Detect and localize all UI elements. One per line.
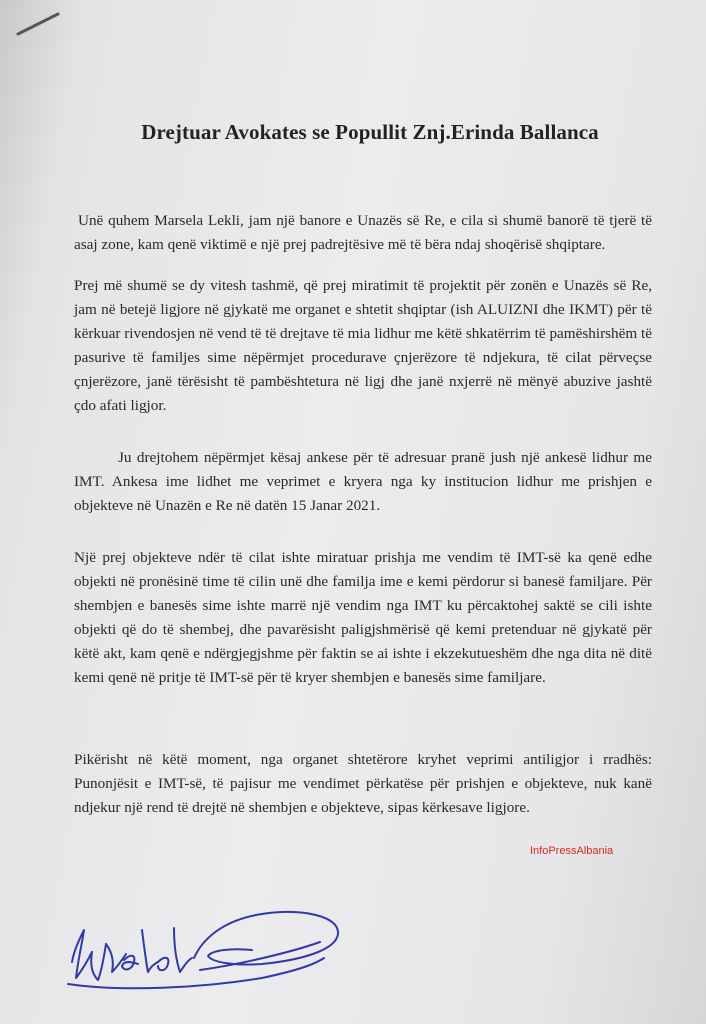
pen-stroke-mark (14, 10, 64, 40)
paragraph-introduction: Unë quhem Marsela Lekli, jam një banore e Unazës së Re, e cila si shumë banorë të tjerë të asaj zone, kam qenë viktimë e një prej padrejtësive më të bëra ndaj shoqërisë shqiptare. (74, 212, 652, 253)
paragraph-illegal-action: Pikërisht në këtë moment, nga organet shtetërore kryhet veprimi antiligjor i rradhës: Punonjësit e IMT-së, të pajisur me vendimet përkatëse për prishjen e objekteve, nuk kanë ndjekur një rend të drejtë në shembjen e objekteve, sipas kërkesave ligjore. (74, 751, 652, 816)
paragraph-legal-battle: Prej më shumë se dy vitesh tashmë, që prej miratimit të projektit për zonën e Unazës së Re, jam në betejë ligjore në gjykatë me organet e shtetit shqiptar (ish ALUIZNI dhe IKMT) për të kërkuar rivendosjen në vend të të drejtave të mia lidhur me këtë shkatërrim të pamëshirshëm të pasurive të familjes sime nëpërmjet procedurave çnjerëzore të ndjekura, të cilat përveçse çnjerëzore, janë tërësisht të pambështetura në ligj dhe janë nxjerrë në mënyë abuzive jashtë çdo afati ligjor. (74, 277, 652, 414)
paragraph-complaint: Ju drejtohem nëpërmjet kësaj ankese për të adresuar pranë jush një ankesë lidhur me IMT. Ankesa ime lidhet me veprimet e kryera nga ky institucion lidhur me prishjen e objekteve në Unazën e Re në datën 15 Janar 2021. (74, 449, 652, 514)
letter-title: Drejtuar Avokates se Popullit Znj.Erinda Ballanca (141, 120, 599, 144)
handwritten-signature (62, 900, 352, 1000)
watermark-infopressalbania: InfoPressAlbania (530, 845, 614, 857)
paragraph-demolition-decision: Një prej objekteve ndër të cilat ishte miratuar prishja me vendim të IMT-së ka qenë edhe objekti në pronësinë time të cilin unë dhe familja ime e kemi përdorur si banesë familjare. Për shembjen e banesës sime ishte marrë një vendim nga IMT ku përcaktohej saktë se cili ishte objekti që do të shembej, dhe pavarësisht paligjshmërisë që kemi pretenduar në gjykatë për këtë akt, kam qenë e ndërgjegjshme për faktin se ai ishte i ekzekutueshëm dhe nga dita në ditë kemi qenë në pritje të IMT-së për të kryer shembjen e banesës sime familjare. (74, 549, 652, 686)
